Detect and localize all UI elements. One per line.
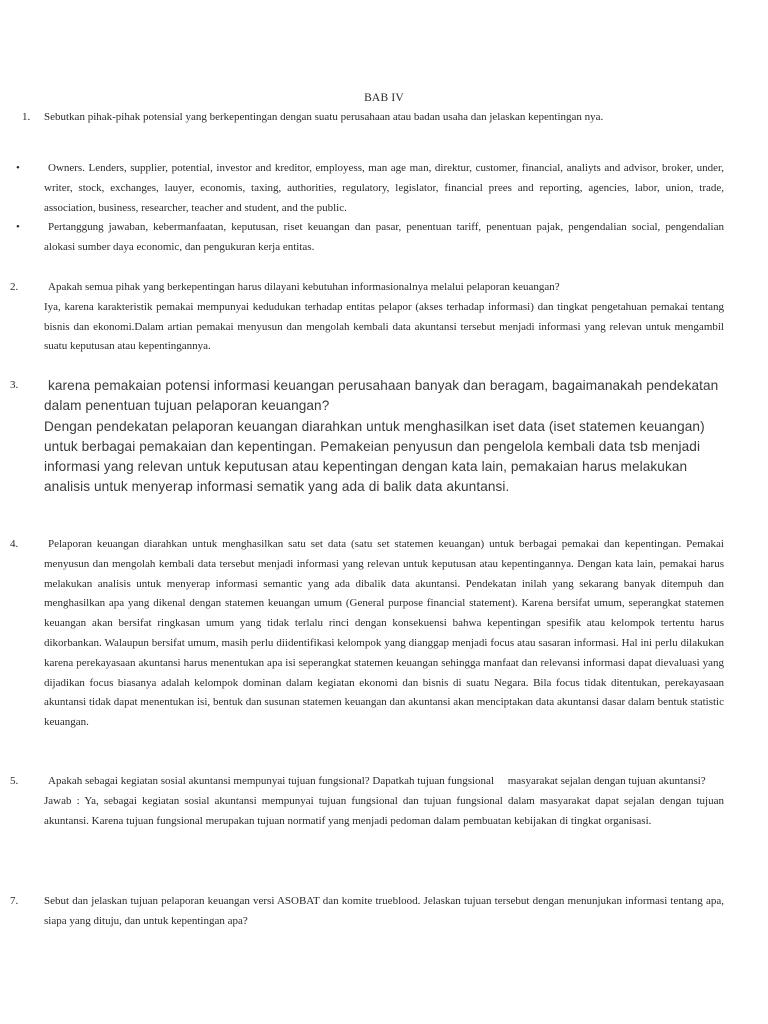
item-number-7: 7. <box>10 895 19 907</box>
answer-4-text: Pelaporan keuangan diarahkan untuk menghasilkan satu set data (satu set statemen keuangan) untuk berbagai pemakai dan kepentingan. Pemakai menyusun dan mengolah kembali data tersebut menjadi informasi yang relevan untuk keputusan atau kepentingannya. Dengan kata lain, pemakai harus melakukan analisis untuk menyerap informasi semantic yang ada dibalik data akuntansi. Pendekatan inilah yang sekarang banyak ditempuh dan menghasilkan apa yang dikenal dengan statemen keuangan umum (General purpose financial statement). Karena bersifat umum, seperangkat statemen keuangan akan bersifat ringkasan umum yang tidak terlalu rinci dengan konsekuensi bahwa kepentingan spesifik atau kelompok tertentu harus dikorbankan. Walaupun bersifat umum, masih perlu diidentifikasi kelompok yang dianggap menjadi focus atau sasaran informasi. Hal ini perlu dilakukan karena perekayasaan akuntansi harus menentukan apa isi seperangkat statemen keuangan sehingga manfaat dan relevansi informasi dapat dievaluasi yang dijadikan focus biasanya adalah kelompok dominan dalam kegiatan ekonomi dan bisnis di suatu Negara. Bila focus tidak ditentukan, perekayasaan akuntansi tidak dapat menentukan isi, bentuk dan susunan statemen keuangan dan akuntansi akan menciptakan data akuntansi dasar dalam bentuk statistic keuangan. <box>44 538 724 729</box>
bullet-marker-2: • <box>16 221 20 233</box>
question-1-text: Sebutkan pihak-pihak potensial yang berkepentingan dengan suatu perusahaan atau badan usaha dan jelaskan kepentingan nya. <box>44 111 604 123</box>
page-title: BAB IV <box>364 92 404 104</box>
item-number-2: 2. <box>10 281 19 293</box>
bullet-item-owners: Owners. Lenders, supplier, potential, investor and kreditor, employess, man age man, direktur, customer, financial, analiyts and advisor, broker, under, writer, stock, exchanges, lauyer, economis, taxing, authorities, regulatory, legislator, financial prees and reporting, agencies, labor, union, trade, association, business, researcher, teacher and student, and the public. <box>44 162 724 214</box>
answer-4 <box>44 535 724 733</box>
question-5-text: Apakah sebagai kegiatan sosial akuntansi mempunyai tujuan fungsional? Dapatkah tujuan fungsional masyarakat sejalan dengan tujuan akuntansi? <box>48 775 706 787</box>
item-number-3: 3. <box>10 379 19 391</box>
question-2-text: Apakah semua pihak yang berkepentingan harus dilayani kebutuhan informasionalnya melalui pelaporan keuangan? <box>48 281 560 293</box>
item-number-1: 1. <box>22 111 31 123</box>
item-number-5: 5. <box>10 775 19 787</box>
bullet-marker-1: • <box>16 162 20 174</box>
question-7-text: Sebut dan jelaskan tujuan pelaporan keuangan versi ASOBAT dan komite trueblood. Jelaskan tujuan tersebut dengan menunjukan informasi tentang apa, siapa yang dituju, dan untuk kepentingan apa? <box>44 895 724 927</box>
bullet-item-kepentingan: Pertanggung jawaban, kebermanfaatan, keputusan, riset keuangan dan pasar, penentuan tariff, penentuan pajak, pengendalian social, pengendalian alokasi sumber daya economic, dan pengukuran kerja entitas. <box>44 221 724 253</box>
question-5 <box>44 772 724 831</box>
answer-2-text: Iya, karena karakteristik pemakai mempunyai kedudukan terhadap entitas pelapor (akses terhadap informasi) dan tingkat pengetahuan pemakai tentang bisnis dan ekonomi.Dalam artian pemakai menyusun dan mengolah kembali data akuntansi tersebut menjadi informasi yang relevan untuk mengambil suatu keputusan atau kepentingannya. <box>44 300 724 353</box>
question-2 <box>44 278 724 357</box>
question-3 <box>44 376 724 498</box>
answer-5-text: Jawab : Ya, sebagai kegiatan sosial akuntansi mempunyai tujuan fungsional dan tujuan fungsional dalam masyarakat dapat sejalan dengan tujuan akuntansi. Karena tujuan fungsional merupakan tujuan normatif yang menjadi pedoman dalam pembuatan kebijakan di tingkat organisasi. <box>44 794 724 827</box>
item-number-4: 4. <box>10 538 19 550</box>
question-1 <box>44 108 724 128</box>
question-7 <box>44 892 724 932</box>
answer-3-text: Dengan pendekatan pelaporan keuangan diarahkan untuk menghasilkan iset data (iset statemen keuangan) untuk berbagai pemakaian dan kepentingan. Pemakeian penyusun dan pengelola kembali data tsb menjadi informasi yang relevan untuk keputusan atau kepentingan dengan kata lain, pemakaian harus melakukan analisis untuk menyerap informasi sematik yang ada di balik data akuntansi. <box>44 418 705 495</box>
question-3-text: karena pemakaian potensi informasi keuangan perusahaan banyak dan beragam, bagaimanakah pendekatan dalam penentuan tujuan pelaporan keuangan? <box>44 378 719 414</box>
